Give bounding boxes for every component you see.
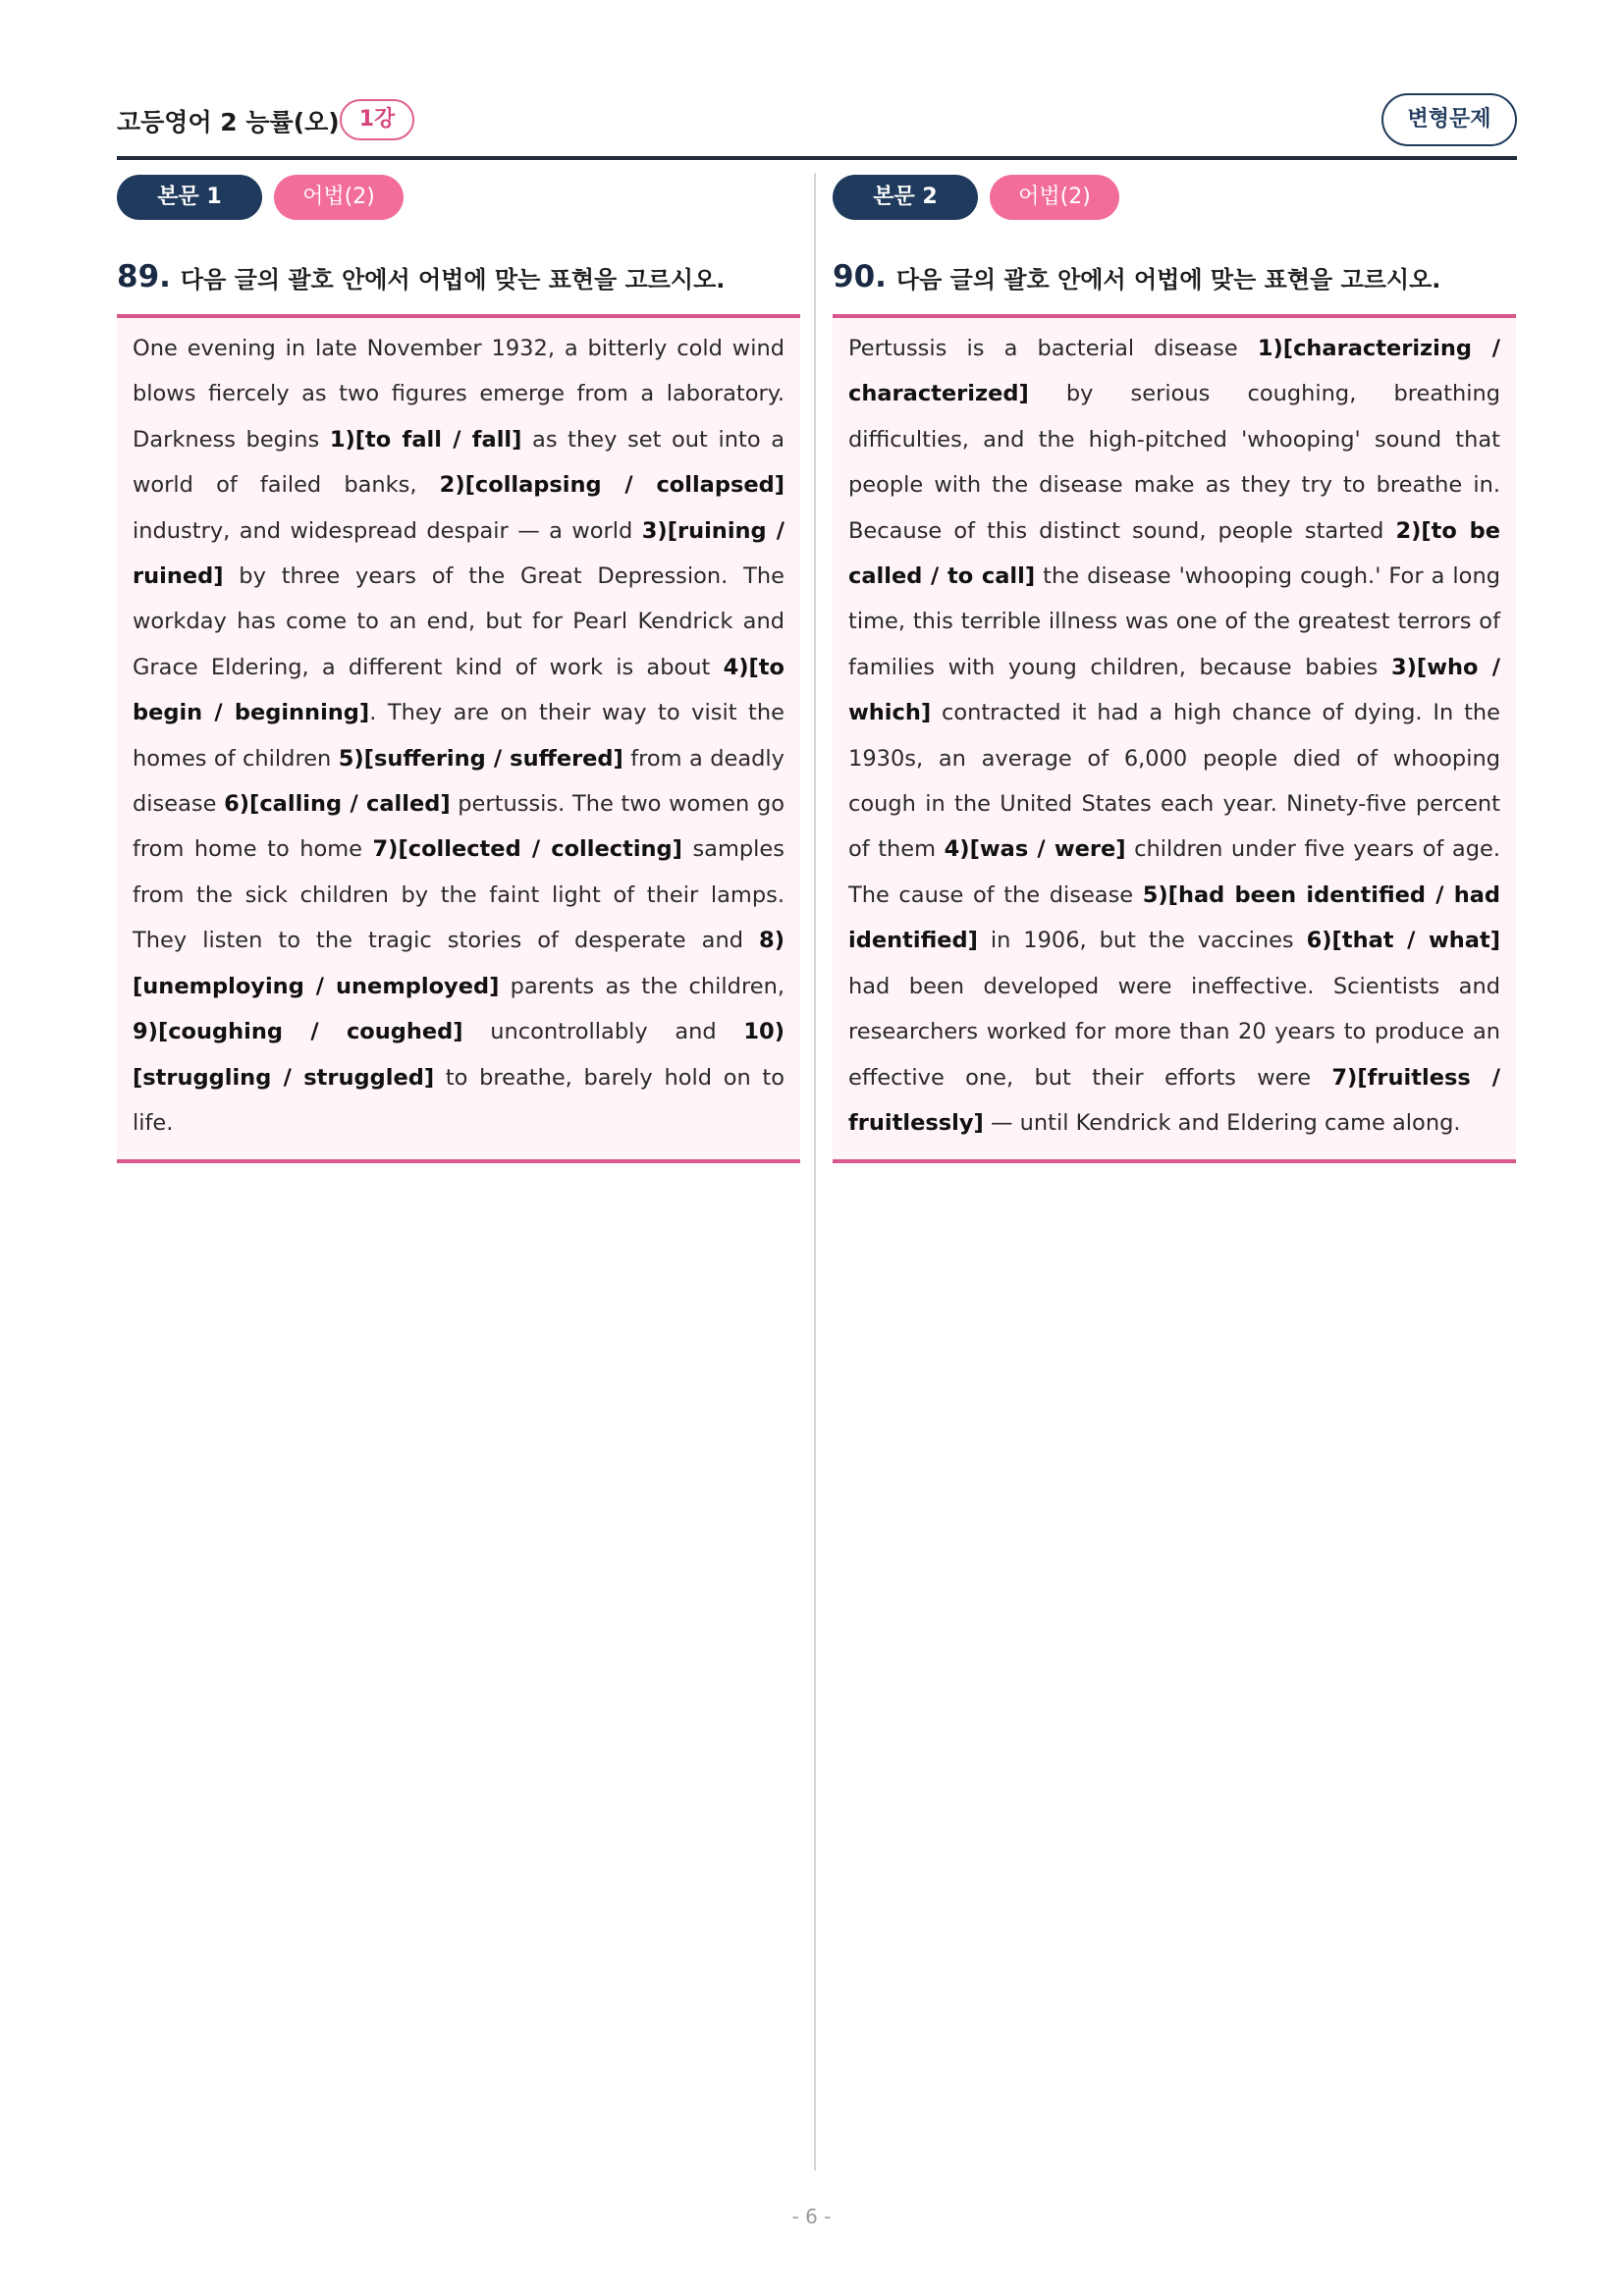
question-heading xyxy=(833,259,1516,302)
tag-row xyxy=(833,173,1516,222)
passage-text: in 1906, but the vaccines xyxy=(977,928,1307,954)
passage-text: to breathe, barely hold on to life. xyxy=(133,1064,784,1136)
question-number: 90. xyxy=(833,259,887,294)
passage-text: had been developed were ineffective. Scientists and researchers worked for more than 20 years to produce an effective one, but their efforts were xyxy=(848,973,1500,1091)
category-tag: 어법(2) xyxy=(274,175,404,220)
answer-choice: 5)[had been identified / had identified] xyxy=(848,881,1501,954)
passage-text: from a deadly disease xyxy=(133,745,784,818)
book-title: 고등영어 2 능률(오) xyxy=(117,108,340,136)
passage-text: as they set out into a world of failed banks, xyxy=(133,426,784,499)
answer-choice: 6)[that / what] xyxy=(1306,928,1500,954)
passage-box xyxy=(833,318,1516,1163)
category-tag: 어법(2) xyxy=(990,175,1119,220)
answer-choice: 2)[collapsing / collapsed] xyxy=(439,472,784,499)
question-text: 다음 글의 괄호 안에서 어법에 맞는 표현을 고르시오. xyxy=(180,265,726,294)
question-column-right xyxy=(833,173,1516,1163)
passage-text: One evening in late November 1932, a bitterly cold wind blows fiercely as two figures emerge from a laboratory. Darkness begins xyxy=(133,336,784,453)
page-number: - 6 - xyxy=(791,2205,832,2228)
answer-choice: 3)[ruining / ruined] xyxy=(133,517,784,590)
answer-choice: 10)[struggling / struggled] xyxy=(133,1019,784,1091)
question-text: 다음 글의 괄호 안에서 어법에 맞는 표현을 고르시오. xyxy=(895,265,1441,294)
answer-choice: 5)[suffering / suffered] xyxy=(338,745,623,772)
column-divider xyxy=(814,173,816,2170)
question-column-left xyxy=(117,173,800,1163)
answer-choice: 8)[unemploying / unemployed] xyxy=(133,928,784,999)
answer-choice: 7)[fruitless / fruitlessly] xyxy=(848,1064,1500,1136)
passage-text: uncontrollably and xyxy=(462,1019,744,1045)
passage-text: Pertussis is a bacterial disease xyxy=(848,336,1258,361)
problem-type-badge: 변형문제 xyxy=(1381,93,1517,146)
answer-choice: 4)[was / were] xyxy=(944,836,1126,863)
passage-text: children under five years of age. The cause of the disease xyxy=(848,836,1500,908)
answer-choice: 4)[to begin / beginning] xyxy=(133,654,784,726)
page-header xyxy=(117,97,1517,158)
passage-text: . They are on their way to visit the homes of children xyxy=(133,700,784,772)
header-rule xyxy=(117,156,1517,160)
passage-text: contracted it had a high chance of dying. In the 1930s, an average of 6,000 people died of whooping cough in the United States each year. Ninety-five percent of them xyxy=(848,700,1500,863)
passage-text: the disease 'whooping cough.' For a long time, this terrible illness was one of the greatest terrors of families with young children, because babies xyxy=(848,563,1500,680)
answer-choice: 7)[collected / collecting] xyxy=(372,836,682,863)
passage-text: industry, and widespread despair — a world xyxy=(133,517,642,544)
answer-choice: 2)[to be called / to call] xyxy=(848,517,1500,590)
question-heading xyxy=(117,259,800,302)
passage-text: by serious coughing, breathing difficulties, and the high-pitched 'whooping' sound that people with the disease make as they try to breathe in. Because of this distinct sound, people started xyxy=(848,381,1500,544)
answer-choice: 3)[who / which] xyxy=(848,654,1500,726)
passage-box xyxy=(117,318,800,1163)
tag-row xyxy=(117,173,800,222)
passage-text: parents as the children, xyxy=(499,973,784,999)
passage-text: samples from the sick children by the faint light of their lamps. They listen to the tragic stories of desperate and xyxy=(133,836,784,954)
answer-choice: 6)[calling / called] xyxy=(224,791,451,818)
passage-tag: 본문 2 xyxy=(833,175,978,220)
passage-tag: 본문 1 xyxy=(117,175,262,220)
lesson-badge: 1강 xyxy=(340,99,414,140)
passage-text: — until Kendrick and Eldering came along. xyxy=(983,1109,1461,1136)
answer-choice: 1)[characterizing / characterized] xyxy=(848,336,1500,407)
question-number: 89. xyxy=(117,259,171,294)
answer-choice: 9)[coughing / coughed] xyxy=(133,1019,463,1045)
passage-text: by three years of the Great Depression. The workday has come to an end, but for Pearl Kendrick and Grace Eldering, a different kind of work is about xyxy=(133,563,784,680)
passage-text: pertussis. The two women go from home to home xyxy=(133,791,784,863)
answer-choice: 1)[to fall / fall] xyxy=(329,426,522,453)
